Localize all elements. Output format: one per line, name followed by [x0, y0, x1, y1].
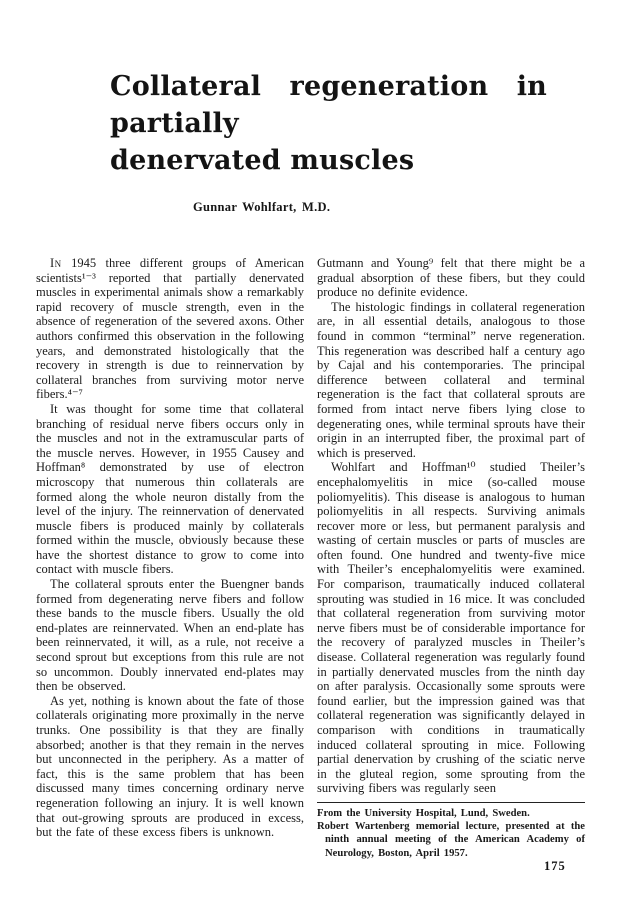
- footnote-lecture-note: Robert Wartenberg memorial lecture, presented at the ninth annual meeting of the American Academy of Neurology, Boston, April 1957.: [317, 821, 585, 859]
- paragraph: It was thought for some time that collateral branching of residual nerve fibers occurs only in the muscles and not in the extramuscular parts of the muscle nerves. However, in 1955 Causey and Hoffman⁸ demonstrated by use of electron microscopy that numerous thin collaterals are formed along the whole neuron distally from the level of the injury. The reinnervation of denervated muscle fibers is produced mainly by collaterals formed within the muscle, obviously because these have the shortest distance to grow to come into contact with muscle fibers.: [36, 401, 304, 577]
- article-body: [36, 256, 585, 860]
- left-column-text: [36, 256, 304, 840]
- title-line: Collateral regeneration in partially: [110, 71, 547, 139]
- article-title: [110, 68, 547, 179]
- paragraph: Gutmann and Young⁹ felt that there might be a gradual absorption of these fibers, but they could produce no definite evidence.: [317, 256, 585, 300]
- footnote-affiliation: From the University Hospital, Lund, Sweden.: [317, 807, 530, 819]
- right-column-text: [317, 256, 585, 796]
- footnote: [317, 802, 585, 860]
- paragraph: The collateral sprouts enter the Buengner bands formed from degenerating nerve fibers and follow these bands to the muscle fibers. Usually the old end-plates are reinnervated. When an end-plate has been reinnervated, it will, as a rule, not receive a second sprout but exceptions from this rule are not so uncommon. Doubly innervated end-plates may then be observed.: [36, 577, 304, 694]
- right-column: [317, 256, 585, 860]
- left-column: [36, 256, 304, 860]
- lead-word: In: [50, 256, 62, 270]
- paragraph: Wohlfart and Hoffman¹⁰ studied Theiler’s encephalomyelitis in mice (so-called mouse poliomyelitis). This disease is analogous to human poliomyelitis in all respects. Surviving animals recover more or less, but permanent paralysis and wasting of certain muscles or parts of muscles are often found. One hundred and twenty-five mice with Theiler’s encephalomyelitis were examined. For comparison, traumatically induced collateral sprouting was studied in 16 mice. It was concluded that collateral regeneration from surviving motor nerve fibers must be of considerable importance for the recovery of paralyzed muscles in Theiler’s disease. Collateral regeneration was regularly found in partially denervated muscles from the ninth day on after paralysis. Occasionally some sprouts were found earlier, but the impression gained was that collateral regeneration was significantly delayed in comparison with conditions in traumatically induced collateral sprouting in mice. Following partial denervation by crushing of the sciatic nerve in the gluteal region, some sprouting from the surviving fibers was regularly seen: [317, 460, 585, 796]
- paragraph: As yet, nothing is known about the fate of those collaterals originating more proximally in the nerve trunks. One possibility is that they are finally absorbed; another is that they remain in the nerves but unconnected in the periphery. As a matter of fact, this is the same problem that has been discussed many times concerning ordinary nerve regeneration following an injury. It is well known that out-growing sprouts are produced in excess, but the fate of these excess fibers is unknown.: [36, 693, 304, 840]
- author-byline: Gunnar Wohlfart, M.D.: [193, 200, 331, 214]
- title-line: denervated muscles: [110, 145, 415, 176]
- article-header: [36, 68, 585, 215]
- paragraph: In 1945 three different groups of American scientists¹⁻³ reported that partially denervated muscles in experimental animals show a remarkably rapid recovery of muscle strength, even in the absence of regeneration of the severed axons. Other authors confirmed this observation in the following years, and demonstrated histologically that the recovery in strength is due to reinnervation by collateral branches from surviving motor nerve fibers.⁴⁻⁷: [36, 256, 304, 402]
- page-number: 175: [544, 859, 566, 873]
- paragraph: The histologic findings in collateral regeneration are, in all essential details, analogous to those found in common “terminal” nerve regeneration. This regeneration was described half a century ago by Cajal and his contemporaries. The principal difference between collateral and terminal regeneration is the fact that collateral sprouts are formed from intact nerve fibers lying close to degenerating ones, while terminal sprouts have their origin in an interrupted fiber, the proximal part of which is preserved.: [317, 299, 585, 460]
